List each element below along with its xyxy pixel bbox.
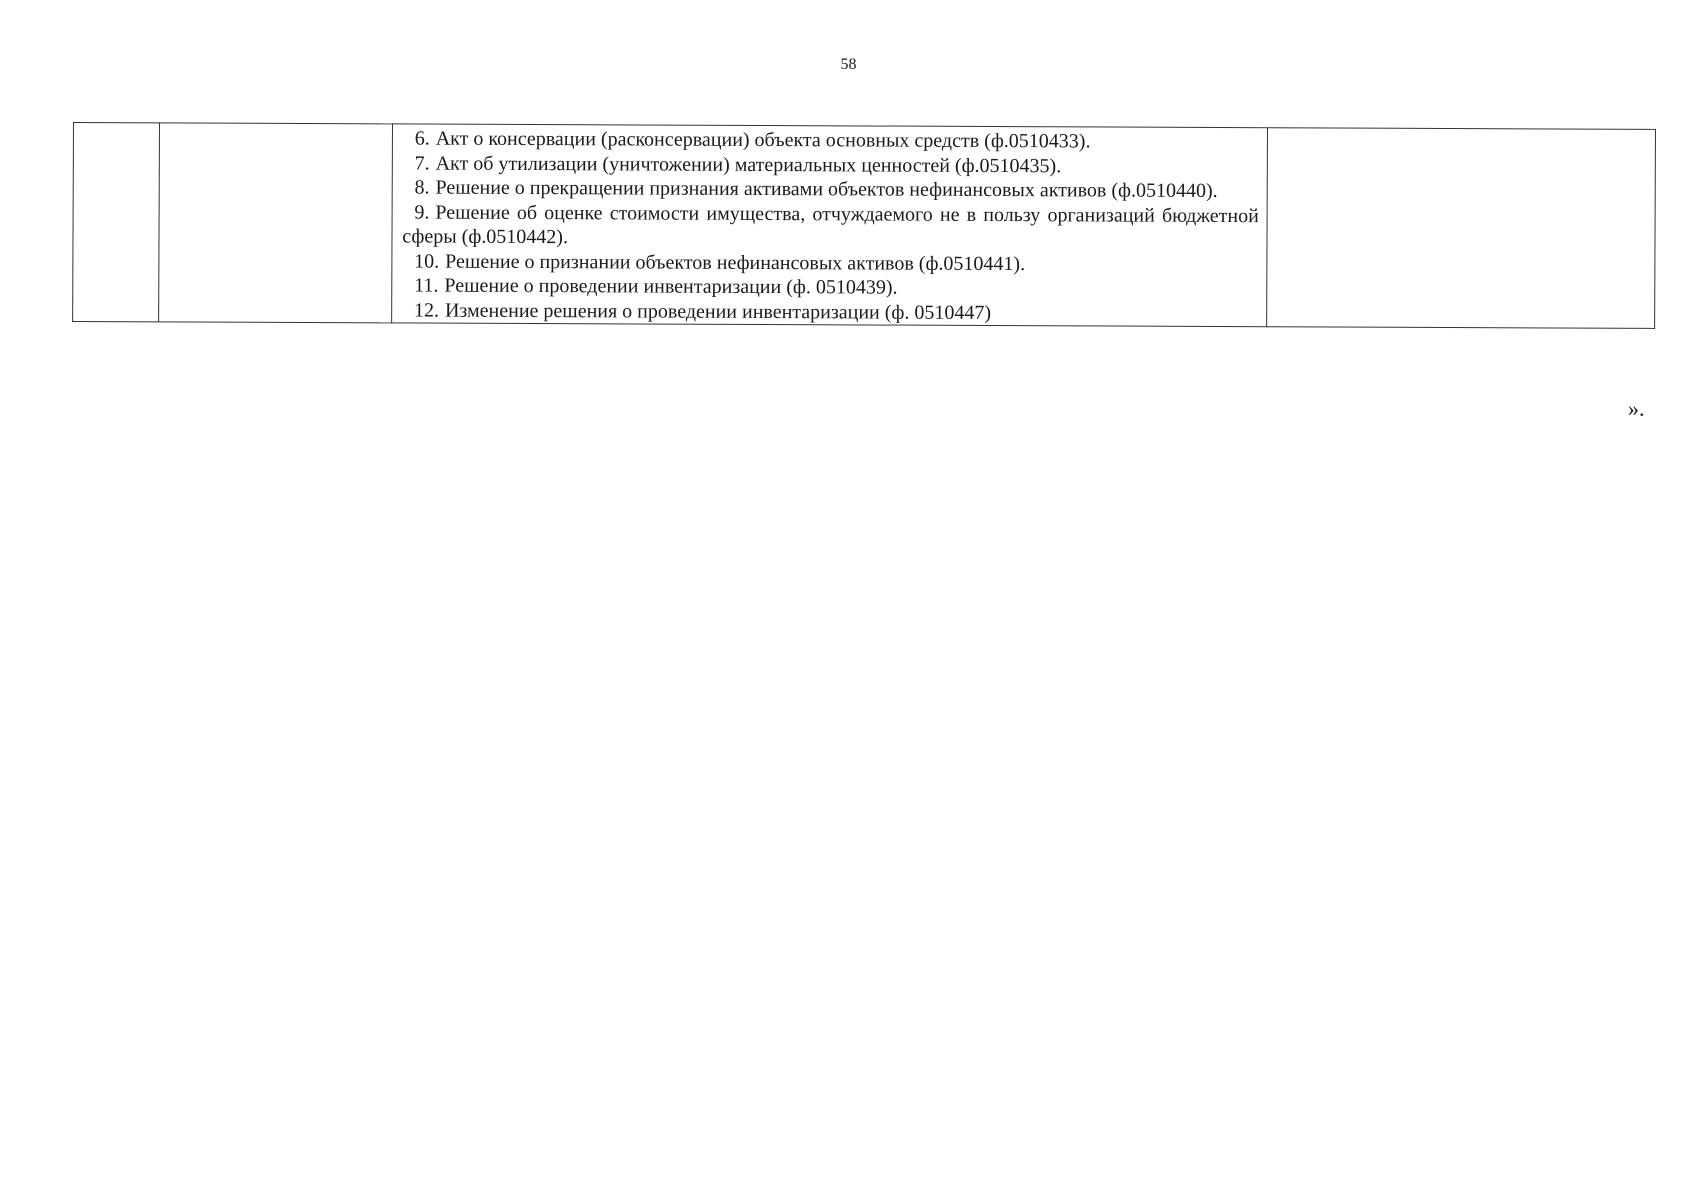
- table-cell-empty-2: [158, 123, 392, 323]
- page-number: 58: [840, 56, 857, 73]
- table-row: [73, 123, 1656, 329]
- table-cell-document-list: [391, 124, 1267, 327]
- closing-quote-mark: ».: [1628, 396, 1645, 421]
- list-item: 7. Акт об утилизации (уничтожении) материальных ценностей (ф.0510435).: [414, 151, 1062, 177]
- list-item: 8. Решение о прекращении признания активами объектов нефинансовых активов (ф.0510440).: [414, 176, 1218, 202]
- list-item: 12. Изменение решения о проведении инвентаризации (ф. 0510447): [413, 298, 992, 324]
- table-cell-empty-4: [1267, 128, 1656, 329]
- document-table: [72, 122, 1656, 329]
- list-item: 11. Решение о проведении инвентаризации (ф. 0510439).: [414, 274, 898, 299]
- list-item: 6. Акт о консервации (расконсервации) объекта основных средств (ф.0510433).: [414, 127, 1091, 153]
- table-cell-empty-1: [73, 123, 159, 322]
- list-item: 9. Решение об оценке стоимости имущества, отчуждаемого не в пользу организаций бюджетной сферы (ф.0510442).: [402, 200, 1259, 249]
- list-item: 10. Решение о признании объектов нефинансовых активов (ф.0510441).: [414, 249, 1026, 275]
